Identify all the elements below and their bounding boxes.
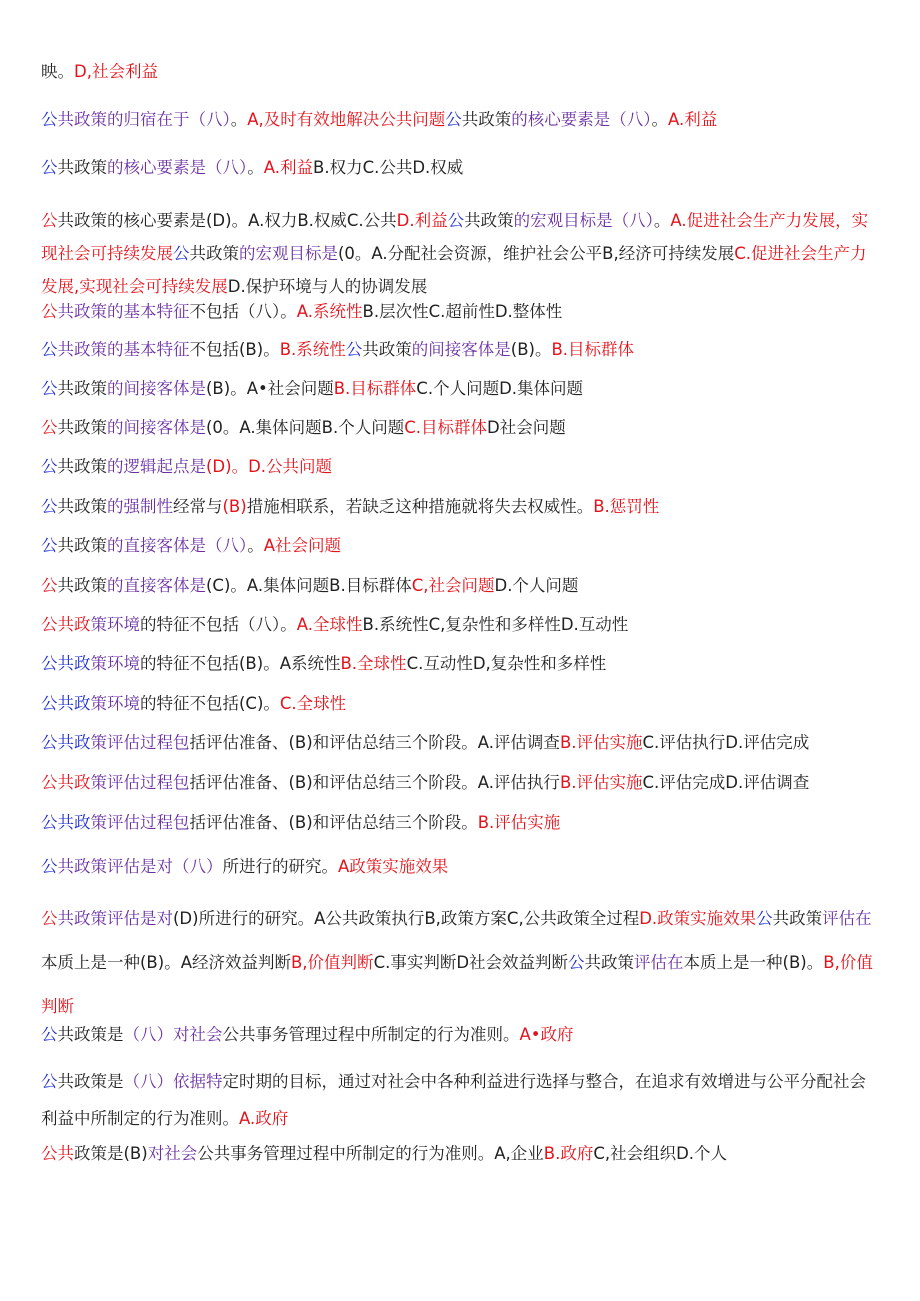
text-segment: 公	[41, 302, 58, 321]
text-segment: 共政策是	[57, 1025, 124, 1044]
text-segment: 共政策的归宿在于（八）	[57, 110, 231, 129]
text-segment: C.目标群体	[404, 418, 488, 437]
question-line	[41, 855, 881, 879]
text-segment: A,及时有效地解决公共问题	[247, 110, 446, 129]
text-segment: B.评估实施	[559, 733, 643, 752]
text-segment: 共政策	[57, 576, 107, 595]
text-segment: C.事实判断D社会效益判断	[373, 953, 569, 972]
text-segment: C.促进社会生产力发展,实现社会可持续发展	[41, 244, 867, 296]
question-line	[41, 1063, 881, 1137]
text-segment: 措施相联系，若缺乏这种措施就将失去权威性。	[246, 497, 594, 516]
text-segment: 公	[41, 340, 58, 359]
text-segment: 公	[41, 497, 58, 516]
question-line	[41, 692, 881, 716]
text-segment: 公	[756, 909, 773, 928]
text-segment: B.政府	[543, 1144, 594, 1163]
question-line	[41, 60, 881, 84]
text-segment: 共政策	[584, 953, 635, 972]
text-segment: 公	[445, 110, 462, 129]
text-segment: (D)所进行的研究。A公共政策执行B,政策方案C,公共政策全过程	[173, 909, 640, 928]
text-segment: 策评估过程包	[90, 733, 190, 752]
text-segment: B.全球性	[340, 654, 407, 673]
question-line	[41, 652, 881, 676]
text-segment: A.全球性	[296, 615, 363, 634]
text-segment: B.目标群体	[551, 340, 635, 359]
question-line	[41, 731, 881, 755]
text-segment: 的间接客体是	[411, 340, 511, 359]
text-segment: B.目标群体	[333, 379, 417, 398]
question-line	[41, 204, 881, 303]
text-segment: 共政策	[772, 909, 823, 928]
text-segment: （八）对社会	[123, 1025, 223, 1044]
text-segment: 。	[247, 158, 264, 177]
text-segment: D,社会利益	[74, 62, 158, 81]
text-segment: 策评估过程包	[90, 813, 190, 832]
text-segment: 的强制性	[107, 497, 173, 516]
question-line	[41, 300, 881, 324]
question-line	[41, 534, 881, 558]
text-segment: B.层次性C.超前性D.整体性	[362, 302, 563, 321]
text-segment: 共政策	[464, 211, 514, 230]
text-segment: 公	[41, 909, 58, 928]
text-segment: 公共事务管理过程中所制定的行为准则。	[222, 1025, 520, 1044]
text-segment: 共政策	[57, 497, 107, 516]
text-segment: 策评估过程包	[90, 773, 190, 792]
text-segment: 公	[345, 340, 363, 359]
text-segment: 公共政	[41, 773, 91, 792]
text-segment: 公	[41, 857, 58, 876]
text-segment: 公共	[41, 1144, 74, 1163]
question-line	[41, 1023, 881, 1047]
text-segment: A社会问题	[263, 536, 342, 555]
text-segment: 评估在	[822, 909, 872, 928]
text-segment: 的间接客体是	[107, 379, 206, 398]
text-segment: C.评估完成D.评估调查	[642, 773, 810, 792]
text-segment: (C)。A.集体问题B.目标群体	[206, 576, 412, 595]
text-segment: 共政策	[57, 418, 107, 437]
text-segment: 的直接客体是（八）	[107, 536, 248, 555]
question-line	[41, 416, 881, 440]
text-segment: 本质上是一种(B)。A经济效益判断	[41, 953, 291, 972]
text-segment: (B)。	[510, 340, 552, 359]
text-segment: 共政策	[362, 340, 412, 359]
question-line	[41, 108, 881, 132]
text-segment: B.评估实施	[559, 773, 643, 792]
text-segment: B.系统性	[279, 340, 346, 359]
text-segment: D.政策实施效果	[639, 909, 757, 928]
question-line	[41, 377, 881, 401]
text-segment: D.个人问题	[494, 576, 579, 595]
text-segment: 评估在	[634, 953, 684, 972]
text-segment: 公	[41, 457, 58, 476]
text-segment: B,价值判断	[290, 953, 374, 972]
text-segment: 共政策	[57, 158, 107, 177]
text-segment: 不包括(B)。	[189, 340, 280, 359]
text-segment: 公	[41, 211, 58, 230]
text-segment: 映。	[41, 62, 74, 81]
text-segment: 公共事务管理过程中所制定的行为准则。A,企业	[197, 1144, 544, 1163]
text-segment: 公共政	[41, 615, 91, 634]
text-segment: 公	[447, 211, 465, 230]
text-segment: 公	[568, 953, 585, 972]
text-segment: 。	[247, 536, 264, 555]
text-segment: A政策实施效果	[338, 857, 449, 876]
text-segment: 括评估准备、(B)和评估总结三个阶段。	[189, 813, 478, 832]
text-segment: 策环境	[90, 615, 140, 634]
text-segment: (B)。A•社会问题	[206, 379, 334, 398]
text-segment: 公	[41, 158, 58, 177]
text-segment: （八）依据特	[123, 1072, 223, 1091]
text-segment: 公	[173, 244, 190, 263]
text-segment: 。	[653, 211, 671, 230]
text-segment: 政策是(B)	[74, 1144, 148, 1163]
question-line	[41, 156, 881, 180]
text-segment: B.系统性C,复杂性和多样性D.互动性	[362, 615, 629, 634]
question-line	[41, 455, 881, 479]
text-segment: (0。A.分配社会资源，维护社会公平B,经济可持续发展	[338, 244, 735, 263]
text-segment: 公共政	[41, 654, 91, 673]
text-segment: 共政策	[57, 379, 107, 398]
text-segment: 公	[41, 379, 58, 398]
text-segment: 公	[41, 110, 58, 129]
text-segment: C.全球性	[279, 694, 347, 713]
text-segment: 共政策评估是对（八）	[57, 857, 223, 876]
text-segment: 的直接客体是	[107, 576, 206, 595]
text-segment: A•政府	[519, 1025, 574, 1044]
question-line	[41, 338, 881, 362]
text-segment: 的宏观目标是	[239, 244, 338, 263]
text-segment: 的宏观目标是（八）	[513, 211, 654, 230]
text-segment: 公	[41, 1025, 58, 1044]
text-segment: C,社会组织D.个人	[593, 1144, 728, 1163]
text-segment: (B)	[222, 497, 247, 516]
question-line	[41, 1142, 881, 1166]
text-segment: B.权力C.公共D.权威	[313, 158, 464, 177]
text-segment: 所进行的研究。	[222, 857, 338, 876]
text-segment: 定时期的目标，通过对社会中各种利益进行选择与整合，在追求有效增进与公平分配社会利益中所制定的行为准则。	[41, 1072, 866, 1128]
text-segment: 的核心要素是（八）	[107, 158, 248, 177]
text-segment: 共政策的核心要素是(D)。A.权力B.权威C.公共	[57, 211, 397, 230]
text-segment: 的核心要素是（八）	[511, 110, 652, 129]
text-segment: 公	[41, 576, 58, 595]
question-line	[41, 495, 881, 519]
text-segment: 策环境	[90, 654, 140, 673]
text-segment: B.惩罚性	[593, 497, 660, 516]
text-segment: 。	[230, 110, 248, 129]
text-segment: 共政策	[461, 110, 512, 129]
text-segment: A.系统性	[296, 302, 363, 321]
text-segment: 共政策	[57, 457, 107, 476]
text-segment: (D)。D.公共问题	[206, 457, 333, 476]
text-segment: 共政策的基本特征	[57, 340, 190, 359]
text-segment: 共政策	[57, 536, 107, 555]
text-segment: (0。A.集体问题B.个人问题	[206, 418, 405, 437]
text-segment: 公	[41, 418, 58, 437]
text-segment: 公共政	[41, 694, 91, 713]
text-segment: D.利益	[396, 211, 448, 230]
text-segment: A.利益	[263, 158, 313, 177]
text-segment: 。	[651, 110, 669, 129]
text-segment: C,社会问题	[411, 576, 495, 595]
text-segment: A.利益	[668, 110, 718, 129]
question-line	[41, 613, 881, 637]
text-segment: 公共政	[41, 813, 91, 832]
text-segment: 括评估准备、(B)和评估总结三个阶段。A.评估执行	[189, 773, 560, 792]
text-segment: C.评估执行D.评估完成	[642, 733, 810, 752]
text-segment: 不包括（八）。	[189, 302, 297, 321]
text-segment: D社会问题	[487, 418, 566, 437]
text-segment: 经常与	[173, 497, 223, 516]
question-line	[41, 574, 881, 598]
text-segment: B.评估实施	[477, 813, 561, 832]
text-segment: 的特征不包括（八）。	[140, 615, 297, 634]
text-segment: A.促进社会生产力发展，实现社会可持续发展	[41, 211, 869, 263]
text-segment: 对社会	[147, 1144, 198, 1163]
text-segment: 公	[41, 1072, 58, 1091]
question-line	[41, 771, 881, 795]
text-segment: A.政府	[239, 1109, 289, 1128]
question-line	[41, 897, 881, 1029]
text-segment: 公共政	[41, 733, 91, 752]
text-segment: C.互动性D,复杂性和多样性	[406, 654, 607, 673]
text-segment: C.个人问题D.集体问题	[416, 379, 584, 398]
text-segment: 公	[41, 536, 58, 555]
text-segment: 本质上是一种(B)。	[683, 953, 824, 972]
text-segment: 共政策	[189, 244, 239, 263]
text-segment: D.保护环境与人的协调发展	[227, 277, 428, 296]
question-line	[41, 811, 881, 835]
text-segment: 共政策的基本特征	[57, 302, 190, 321]
text-segment: 的逻辑起点是	[107, 457, 206, 476]
text-segment: 共政策评估是对	[57, 909, 173, 928]
text-segment: 括评估准备、(B)和评估总结三个阶段。A.评估调查	[189, 733, 560, 752]
text-segment: 的特征不包括(C)。	[140, 694, 280, 713]
text-segment: 策环境	[90, 694, 140, 713]
text-segment: 的间接客体是	[107, 418, 206, 437]
text-segment: B,价值判断	[41, 953, 873, 1016]
text-segment: 共政策是	[57, 1072, 124, 1091]
text-segment: 的特征不包括(B)。A系统性	[140, 654, 341, 673]
